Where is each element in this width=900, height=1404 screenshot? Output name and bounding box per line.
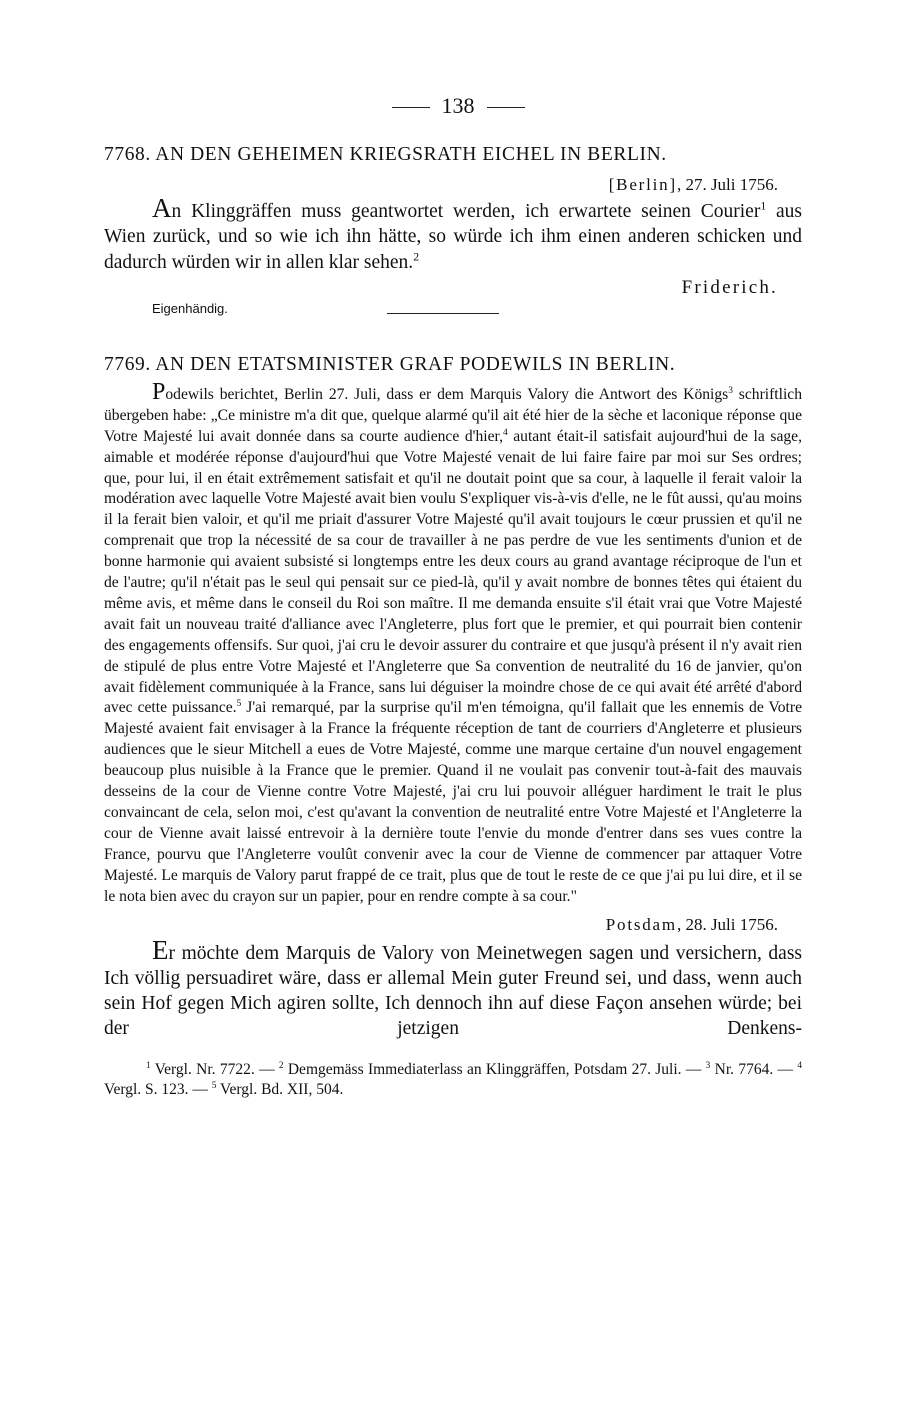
letter-7769-order (104, 934, 802, 1042)
section-separator (387, 313, 499, 314)
page-number-right-rule (487, 107, 525, 108)
footnote-text-3: Nr. 7764. — (710, 1060, 798, 1078)
letter-7769-date: , 28. Juli 1756. (676, 914, 778, 934)
letter-7769-summary-initial: P (152, 378, 166, 405)
letter-7768-body (104, 193, 802, 275)
footnote-text-2: Demgemäss Immediaterlass an Klinggräffen, Potsdam 27. Juli. — (283, 1060, 706, 1078)
footnote-text-5: Vergl. Bd. XII, 504. (216, 1081, 344, 1099)
footnote-ref-2: 2 (413, 250, 420, 264)
footnote-mark-3: 3 (705, 1060, 711, 1071)
letter-7768-signature: Friderich. (681, 276, 778, 298)
letter-7769-summary-c: autant était-il satisfait aujourd'hui de la sage, aimable et modérée réponse d'aujourd'hui que Votre Majesté venait de lui faire faire par moi sur Ses ordres; que, pour lui, il en était extrêmement satisfait et qu'il ne doutait point que sa cour, à laquelle il ferait valoir la modération avec laquelle Votre Majesté avait bien voulu S'expliquer vis-à-vis d'elle, ne le fût aussi, qu'au moins il la ferait bien valoir, et qu'il me priait d'assurer Votre Majesté qu'il avait toujours le cœur prussien et qu'il ne comprenait que trop la nécessité de sa cour de travailler à ne pas perdre de vue les sentiments d'union et de bonne harmonie qui avaient subsisté si longtemps entre les deux cours au grand avantage réciproque de l'un et de l'autre; qu'il n'était pas le seul qui pensait sur ce pied-là, qu'il y avait nombre de bonnes têtes qui étaient du même avis, et même dans le conseil du Roi son maître. Il me demanda ensuite s'il était vrai que Votre Majesté avait fait un nouveau traité d'alliance avec l'Angleterre, plus fort que le premier, et qui pourrait bien contenir des engagements offensifs. Sur quoi, j'ai cru le devoir assurer du contraire et que jusqu'à présent il n'y avait rien de stipulé de plus entre Votre Majesté et l'Angleterre que Sa convention de neutralité du 16 de janvier, qu'on avait fidèlement communiquée à la France, sans lui déguiser la moindre chose de ce qui avait été arrêté d'abord avec cette puissance. (104, 427, 802, 717)
letter-7769-section (104, 352, 802, 1042)
footnote-ref-5: 5 (236, 699, 242, 710)
letter-7768-place: [Berlin] (608, 175, 677, 194)
letter-7768-source-note: Eigenhändig. (152, 300, 228, 316)
footnote-text-4: Vergl. S. 123. — (104, 1081, 212, 1099)
letter-7768-initial: A (152, 193, 172, 223)
page-number-line (114, 92, 802, 120)
letter-7768-text: n Klinggräffen muss geantwortet werden, ich erwartete seinen Courier (171, 201, 761, 222)
letter-7769-place: Potsdam (605, 914, 677, 934)
footnote-ref-4: 4 (502, 427, 508, 438)
footnote-ref-1: 1 (760, 199, 767, 213)
letter-7769-dateline (104, 914, 802, 936)
footnote-mark-5: 5 (211, 1081, 217, 1092)
footnote-mark-1: 1 (146, 1060, 151, 1071)
letter-7769-summary-d: J'ai remarqué, par la surprise qu'il m'en témoigna, qu'il fallait que les ennemis de Votre Majesté avaient fait envisager à la France la fréquente réception de tant de courriers d'Angleterre et plusieurs audiences que le sieur Mitchell a eues de Votre Majesté, comme une marque certaine d'un nouvel engagement beaucoup plus nuisible à la France que le premier. Quand il ne voulait pas convenir tout-à-fait des mauvais desseins de la cour de Vienne contre Votre Majesté, j'ai cru lui pouvoir alléguer hardiment le trait le plus convaincant de cela, selon moi, c'est qu'avant la convention de neutralité entre Votre Majesté et l'Angleterre la cour de Vienne avait laissé entrevoir à la dernière toute l'envie du monde d'entrer dans ses vues contre la France, pourvu que l'Angleterre voulût convenir avec la cour de Vienne de commencer par attaquer Votre Majesté. Le marquis de Valory parut frappé de ce trait, plus que de tout le reste de ce que j'ai pu lui dire, et il se le nota bien avec du crayon sur un papier, pour en rendre compte à sa cour." (104, 699, 802, 905)
footnote-mark-4: 4 (797, 1060, 803, 1071)
letter-7769-summary (104, 378, 802, 908)
page-number: 138 (441, 93, 475, 118)
letter-7768-date: , 27. Juli 1756. (676, 175, 778, 194)
letter-7769-summary-b: schriftlich übergeben habe: „Ce ministre m'a dit que, quelque alarmé qu'il ait été hier de la sèche et laconique réponse que Votre Majesté lui avait donnée dans sa courte audience d'hier, (104, 385, 802, 445)
letter-7769-summary-a: odewils berichtet, Berlin 27. Juli, dass er dem Marquis Valory die Antwort des Königs (165, 385, 729, 403)
footnote-mark-2: 2 (278, 1060, 284, 1071)
footnote-text-1: Vergl. Nr. 7722. — (150, 1060, 279, 1078)
letter-7769-order-text: r möchte dem Marquis de Valory von Meinetwegen sagen und versichern, dass Ich völlig persuadiret wäre, dass er allemal Mein guter Freund sei, und dass, wenn auch sein Hof gegen Mich agiren sollte, Ich dennoch ihn auf diese Façon ansehen würde; bei der jetzigen Denkens- (104, 942, 802, 1040)
letter-7768-text-2: aus Wien zurück, und so wie ich ihn hätte, so würde ich ihm einen anderen schicken und dadurch würden wir in allen klar sehen. (104, 201, 802, 273)
footnote-ref-3: 3 (728, 385, 733, 396)
document-page (104, 92, 802, 1101)
letter-7768-dateline (104, 174, 802, 196)
letter-7768-closing (104, 275, 802, 321)
letter-7768-heading: 7768. AN DEN GEHEIMEN KRIEGSRATH EICHEL IN BERLIN. (104, 144, 667, 165)
page-number-left-rule (392, 107, 430, 108)
footnotes (104, 1060, 802, 1101)
letter-7769-order-initial: E (152, 934, 169, 965)
letter-7769-heading: 7769. AN DEN ETATSMINISTER GRAF PODEWILS IN BERLIN. (104, 353, 676, 375)
